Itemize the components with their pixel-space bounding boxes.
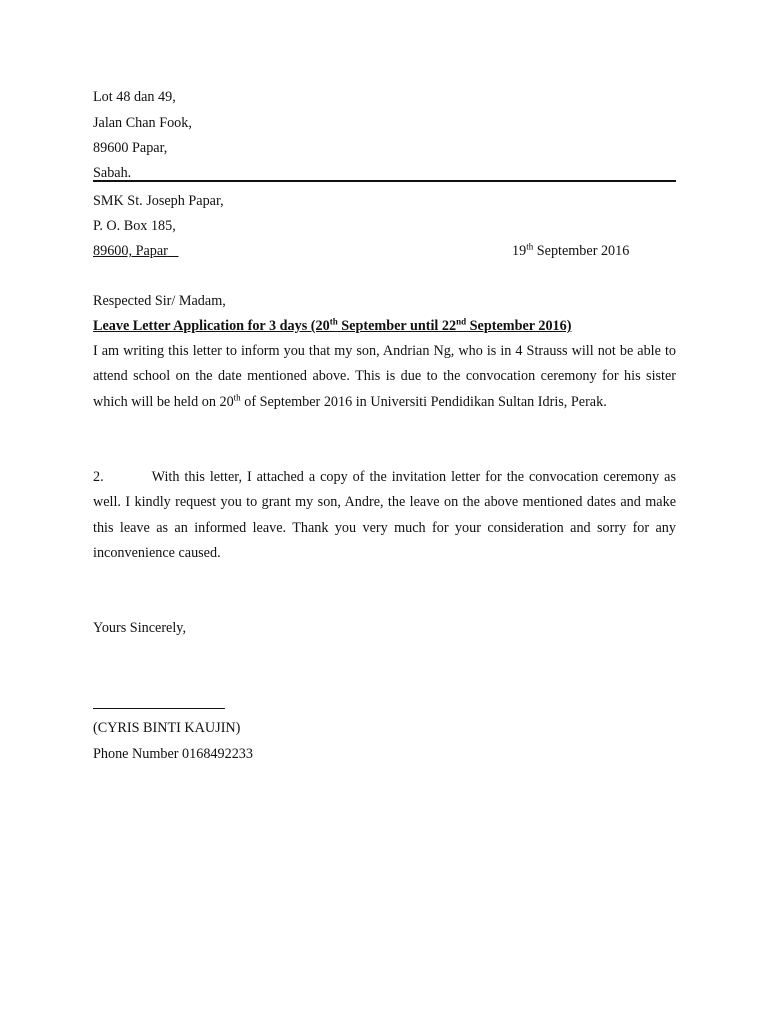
body-paragraph-2 (93, 465, 676, 566)
closing: Yours Sincerely, (93, 620, 187, 636)
paragraph-1-text-b: of September 2016 in Universiti Pendidikan Sultan Idris, Perak. (240, 393, 607, 410)
paragraph-2-text: With this letter, I attached a copy of the invitation letter for the convocation ceremony as well. I kindly request you to grant my son, Andre, the leave on the above mentioned dates and make this leave as an informed leave. Thank you very much for your consideration and sorry for any inconvenience caused. (93, 469, 676, 561)
paragraph-2-number: 2. (93, 469, 104, 485)
subject-line (93, 316, 572, 334)
paragraph-1-text-a: I am writing this letter to inform you that my son, Andrian Ng, who is in 4 Strauss will not be able to attend school on the date mentioned above. This is due to the convocation ceremony for his sister which will be held on 20 (93, 343, 676, 410)
subject-sup-2: nd (456, 316, 467, 327)
phone-number: Phone Number 0168492233 (93, 746, 253, 762)
address-divider (93, 180, 676, 182)
recipient-address-line-2: P. O. Box 185, (93, 218, 176, 234)
subject-sup-1: th (329, 316, 338, 327)
signature-line (93, 708, 225, 709)
sender-address-line-3: 89600 Papar, (93, 140, 168, 156)
subject-part-3: September 2016) (466, 318, 572, 334)
date-rest: September 2016 (533, 243, 630, 259)
signer-name: (CYRIS BINTI KAUJIN) (93, 720, 241, 736)
paragraph-1-sup: th (233, 391, 241, 402)
salutation: Respected Sir/ Madam, (93, 293, 226, 309)
sender-address-line-4: Sabah. (93, 165, 132, 181)
subject-part-2: September until 22 (337, 318, 457, 334)
date-day: 19 (512, 243, 527, 259)
recipient-city (93, 244, 179, 258)
recipient-city-text: 89600, Papar (93, 243, 168, 259)
letter-date (512, 241, 630, 259)
body-paragraph-1 (93, 339, 676, 415)
sender-address-line-1: Lot 48 dan 49, (93, 89, 176, 105)
sender-address-line-2: Jalan Chan Fook, (93, 115, 192, 131)
subject-part-1: Leave Letter Application for 3 days (20 (93, 318, 330, 334)
date-suffix: th (526, 241, 534, 252)
recipient-address-line-1: SMK St. Joseph Papar, (93, 193, 224, 209)
